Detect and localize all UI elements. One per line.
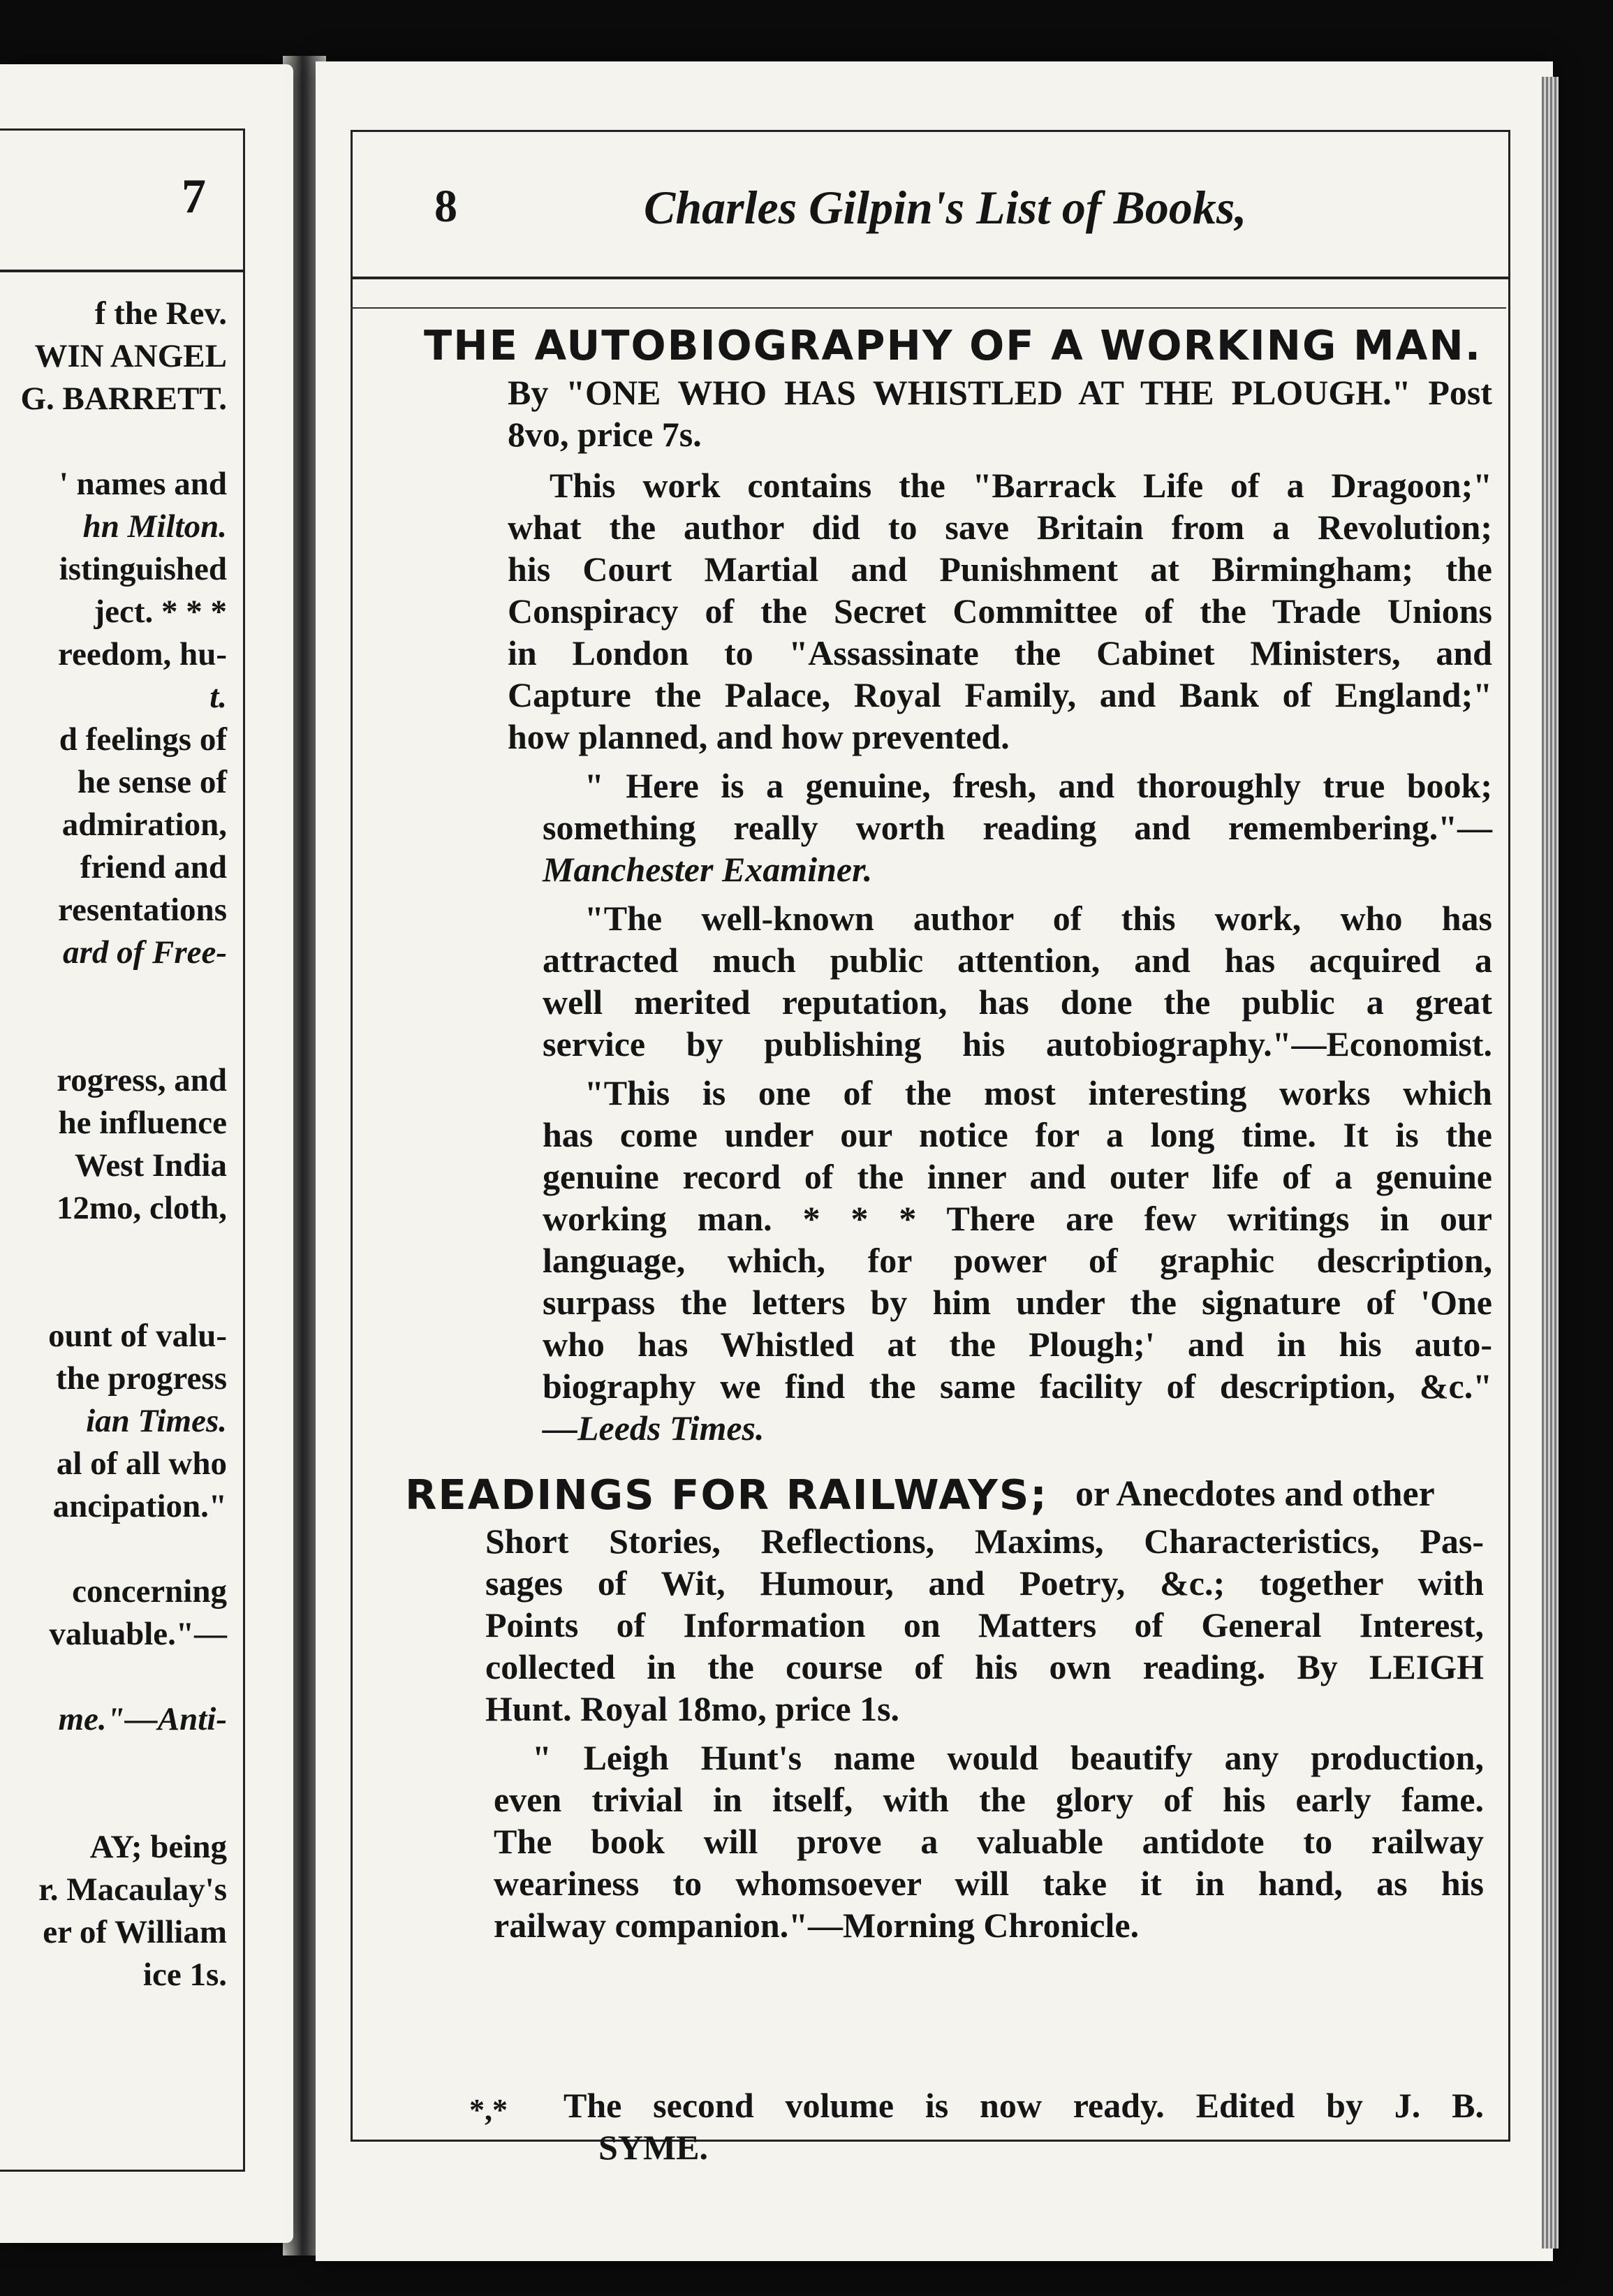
- quote-line: has come under our notice for a long time. It is the: [543, 1115, 1492, 1154]
- left-page-line: friend and: [80, 849, 227, 885]
- entry-line: 8vo, price 7s.: [508, 415, 702, 454]
- left-page-line: d feelings of: [59, 721, 227, 758]
- quote-line: surpass the letters by him under the signature of 'One: [543, 1283, 1492, 1322]
- entry-line: Hunt. Royal 18mo, price 1s.: [485, 1689, 900, 1728]
- left-page-line: al of all who: [56, 1445, 227, 1482]
- left-page-line: he sense of: [77, 764, 227, 800]
- entry-title-continuation: or Anecdotes and other: [1075, 1474, 1435, 1514]
- quote-line: " Leigh Hunt's name would beautify any production,: [532, 1738, 1484, 1777]
- quote-line: The book will prove a valuable antidote to railway: [494, 1822, 1484, 1861]
- quote-line: "The well-known author of this work, who has: [584, 899, 1492, 938]
- left-header-rule: [0, 270, 243, 272]
- asterism-mark: *,*: [469, 2093, 508, 2127]
- left-page-line: f the Rev.: [94, 295, 227, 332]
- entry-title-autobiography: THE AUTOBIOGRAPHY OF A WORKING MAN.: [424, 321, 1482, 369]
- quote-line: service by publishing his autobiography."—Economist.: [543, 1024, 1492, 1064]
- left-page-line: the progress: [55, 1360, 227, 1397]
- left-page-line: ount of valu-: [48, 1318, 227, 1354]
- entry-line: what the author did to save Britain from a Revolution;: [508, 508, 1492, 547]
- left-page-line: ard of Free-: [63, 934, 227, 971]
- quote-line: well merited reputation, has done the public a great: [543, 983, 1492, 1022]
- quote-source: Manchester Examiner.: [543, 850, 873, 889]
- quote-line: attracted much public attention, and has acquired a: [543, 941, 1492, 980]
- left-page-line: r. Macaulay's: [38, 1871, 227, 1908]
- right-page-number: 8: [434, 181, 457, 232]
- quote-line: even trivial in itself, with the glory of his early fame.: [494, 1780, 1484, 1819]
- left-page-line: 12mo, cloth,: [56, 1190, 227, 1226]
- left-page-line: istinguished: [59, 551, 227, 587]
- left-page-line: he influence: [58, 1105, 227, 1141]
- entry-title-readings-for-railways: READINGS FOR RAILWAYS;: [405, 1471, 1048, 1519]
- left-page-line: ice 1s.: [142, 1957, 227, 1993]
- right-header-inner-rule: [351, 307, 1506, 309]
- left-page-line: me."—Anti-: [58, 1701, 227, 1737]
- right-header-rule: [351, 277, 1508, 279]
- entry-line: his Court Martial and Punishment at Birmingham; the: [508, 550, 1492, 589]
- left-page-line: valuable."—: [49, 1616, 227, 1652]
- entry-line: Short Stories, Reflections, Maxims, Characteristics, Pas-: [485, 1522, 1484, 1561]
- quote-line: " Here is a genuine, fresh, and thoroughly true book;: [584, 766, 1492, 805]
- right-page: [316, 61, 1553, 2261]
- left-page-line: admiration,: [61, 807, 227, 843]
- left-page: [0, 64, 293, 2243]
- left-page-number: 7: [182, 170, 206, 223]
- quote-line: something really worth reading and remembering."—: [543, 808, 1492, 847]
- left-page-line: ancipation.": [52, 1488, 227, 1524]
- left-page-line: AY; being: [89, 1829, 227, 1865]
- footnote-line: The second volume is now ready. Edited by J. B.: [564, 2086, 1484, 2125]
- quote-line: weariness to whomsoever will take it in hand, as his: [494, 1864, 1484, 1903]
- entry-line: in London to "Assassinate the Cabinet Ministers, and: [508, 633, 1492, 672]
- left-page-line: concerning: [72, 1573, 227, 1610]
- footnote-line: SYME.: [598, 2128, 708, 2167]
- quote-line: working man. * * * There are few writings in our: [543, 1199, 1492, 1238]
- quote-line: biography we find the same facility of description, &c.": [543, 1367, 1492, 1406]
- quote-line: "This is one of the most interesting works which: [584, 1073, 1492, 1112]
- quote-source: —Leeds Times.: [543, 1408, 765, 1448]
- quote-line: language, which, for power of graphic description,: [543, 1241, 1492, 1280]
- running-title: Charles Gilpin's List of Books,: [644, 181, 1247, 234]
- left-page-line: West India: [74, 1147, 227, 1184]
- entry-line: Conspiracy of the Secret Committee of the Trade Unions: [508, 591, 1492, 631]
- quote-line: railway companion."—Morning Chronicle.: [494, 1906, 1140, 1945]
- entry-line: By "ONE WHO HAS WHISTLED AT THE PLOUGH." Post: [508, 373, 1492, 412]
- entry-line: Capture the Palace, Royal Family, and Bank of England;": [508, 675, 1492, 714]
- left-page-line: WIN ANGEL: [34, 338, 227, 374]
- entry-line: sages of Wit, Humour, and Poetry, &c.; together with: [485, 1563, 1484, 1603]
- left-page-line: rogress, and: [57, 1062, 227, 1098]
- left-page-line: ian Times.: [86, 1403, 227, 1439]
- left-page-line: er of William: [43, 1914, 227, 1950]
- left-page-line: ject. * * *: [94, 594, 227, 630]
- left-page-line: reedom, hu-: [58, 636, 227, 672]
- entry-line: how planned, and how prevented.: [508, 717, 1010, 756]
- left-page-line: hn Milton.: [82, 508, 227, 545]
- entry-line: Points of Information on Matters of General Interest,: [485, 1605, 1484, 1644]
- quote-line: genuine record of the inner and outer life of a genuine: [543, 1157, 1492, 1196]
- left-page-line: ' names and: [59, 466, 227, 502]
- page-edges: [1542, 77, 1559, 2249]
- entry-line: This work contains the "Barrack Life of a Dragoon;": [550, 466, 1492, 505]
- entry-line: collected in the course of his own reading. By LEIGH: [485, 1647, 1484, 1686]
- left-page-line: t.: [209, 679, 227, 715]
- left-page-line: G. BARRETT.: [20, 381, 227, 417]
- left-page-line: resentations: [58, 892, 227, 928]
- quote-line: who has Whistled at the Plough;' and in his auto-: [543, 1325, 1492, 1364]
